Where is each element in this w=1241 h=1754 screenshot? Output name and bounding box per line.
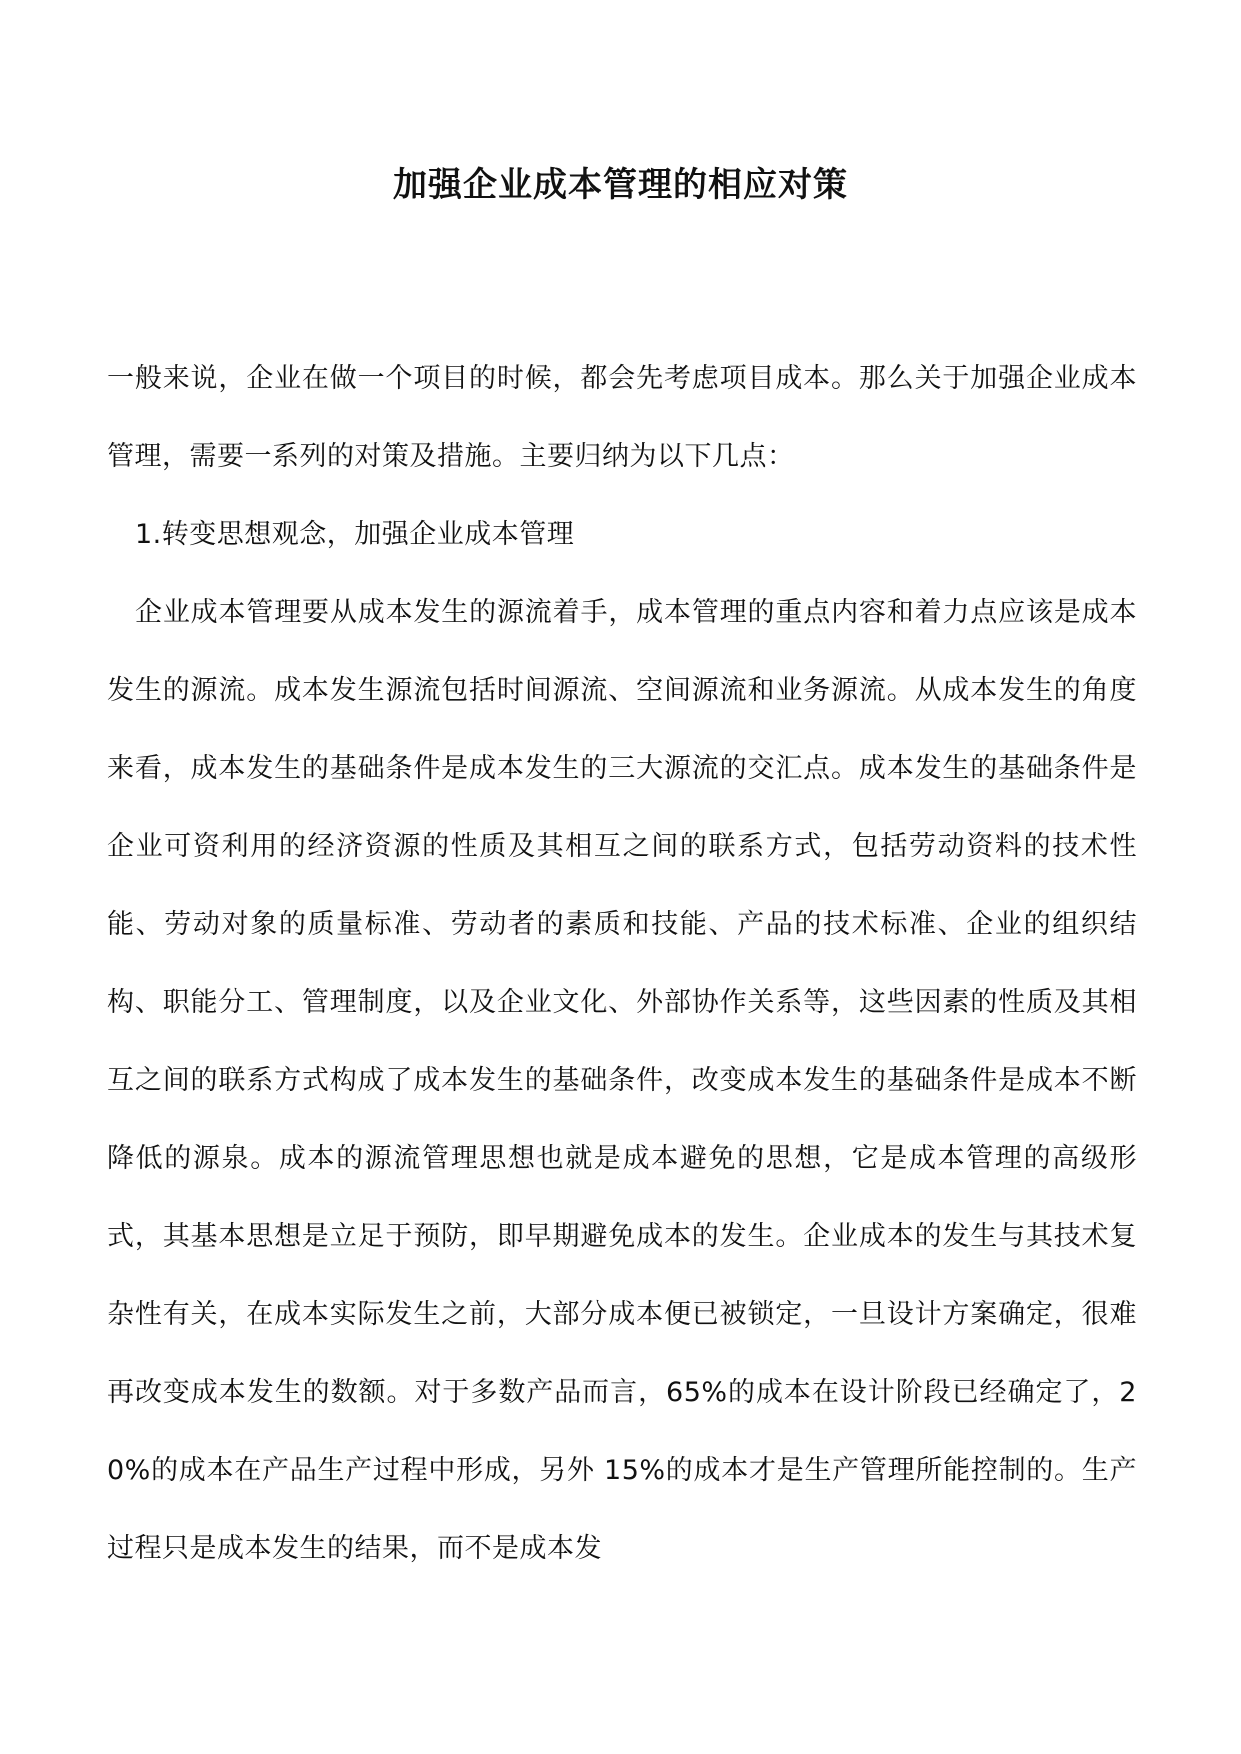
section-body-paragraph: 企业成本管理要从成本发生的源流着手，成本管理的重点内容和着力点应该是成本发生的源流。成本发生源流包括时间源流、空间源流和业务源流。从成本发生的角度来看，成本发生的基础条件是成本发生的三大源流的交汇点。成本发生的基础条件是企业可资利用的经济资源的性质及其相互之间的联系方式，包括劳动资料的技术性能、劳动对象的质量标准、劳动者的素质和技能、产品的技术标准、企业的组织结构、职能分工、管理制度，以及企业文化、外部协作关系等，这些因素的性质及其相互之间的联系方式构成了成本发生的基础条件，改变成本发生的基础条件是成本不断降低的源泉。成本的源流管理思想也就是成本避免的思想，它是成本管理的高级形式，其基本思想是立足于预防，即早期避免成本的发生。企业成本的发生与其技术复杂性有关，在成本实际发生之前，大部分成本便已被锁定，一旦设计方案确定，很难再改变成本发生的数额。对于多数产品而言，65%的成本在设计阶段已经确定了，20%的成本在产品生产过程中形成，另外 15%的成本才是生产管理所能控制的。生产过程只是成本发生的结果，而不是成本发	[107, 597, 1137, 1564]
section-heading: 1.转变思想观念，加强企业成本管理	[135, 519, 575, 550]
document-body	[107, 340, 1137, 1588]
intro-paragraph: 一般来说，企业在做一个项目的时候，都会先考虑项目成本。那么关于加强企业成本管理，需要一系列的对策及措施。主要归纳为以下几点：	[107, 363, 1137, 472]
document-title: 加强企业成本管理的相应对策	[393, 165, 848, 205]
